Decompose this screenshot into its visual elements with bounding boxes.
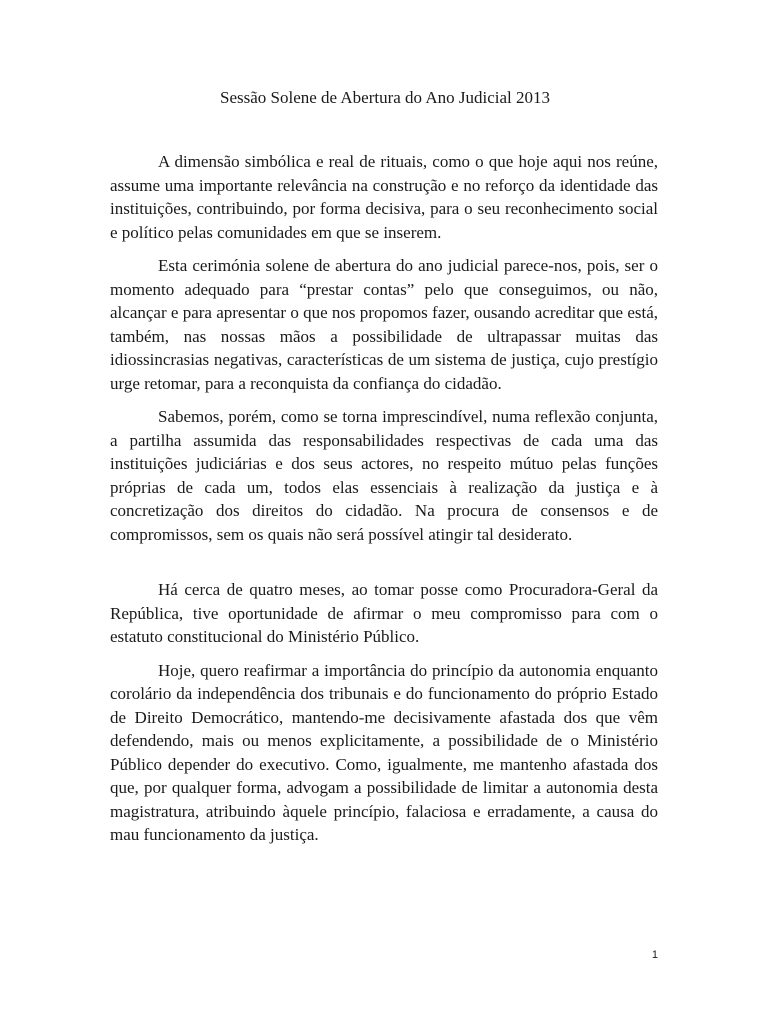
document-title: Sessão Solene de Abertura do Ano Judicial 2013 — [219, 88, 551, 107]
paragraph-2: Esta cerimónia solene de abertura do ano judicial parece-nos, pois, ser o momento adequado para “prestar contas” pelo que conseguimos, ou não, alcançar e para apresentar o que nos propomos fazer, ousando acreditar que está, também, nas nossas mãos a possibilidade de ultrapassar muitas das idiossincrasias negativas, características de um sistema de justiça, cujo prestígio urge retomar, para a reconquista da confiança do cidadão. — [110, 256, 658, 393]
paragraph-4: Há cerca de quatro meses, ao tomar posse como Procuradora-Geral da República, tive oportunidade de afirmar o meu compromisso para com o estatuto constitucional do Ministério Público. — [110, 580, 658, 646]
paragraph-3: Sabemos, porém, como se torna imprescindível, numa reflexão conjunta, a partilha assumida das responsabilidades respectivas de cada uma das instituições judiciárias e dos seus actores, no respeito mútuo pelas funções próprias de cada um, todos elas essenciais à realização da justiça e à concretização dos direitos do cidadão. Na procura de consensos e de compromissos, sem os quais não será possível atingir tal desiderato. — [110, 407, 658, 544]
paragraph-1: A dimensão simbólica e real de rituais, como o que hoje aqui nos reúne, assume uma importante relevância na construção e no reforço da identidade das instituições, contribuindo, por forma decisiva, para o seu reconhecimento social e político pelas comunidades em que se inserem. — [110, 152, 658, 242]
paragraph-5: Hoje, quero reafirmar a importância do princípio da autonomia enquanto corolário da independência dos tribunais e do funcionamento do próprio Estado de Direito Democrático, mantendo-me decisivamente afastada dos que vêm defendendo, mais ou menos explicitamente, a possibilidade de o Ministério Público depender do executivo. Como, igualmente, me mantenho afastada dos que, por qualquer forma, advogam a possibilidade de limitar a autonomia desta magistratura, atribuindo àquele princípio, falaciosa e erradamente, a causa do mau funcionamento da justiça. — [110, 660, 658, 844]
page-number: 1 — [651, 949, 658, 961]
document-body — [110, 150, 658, 857]
